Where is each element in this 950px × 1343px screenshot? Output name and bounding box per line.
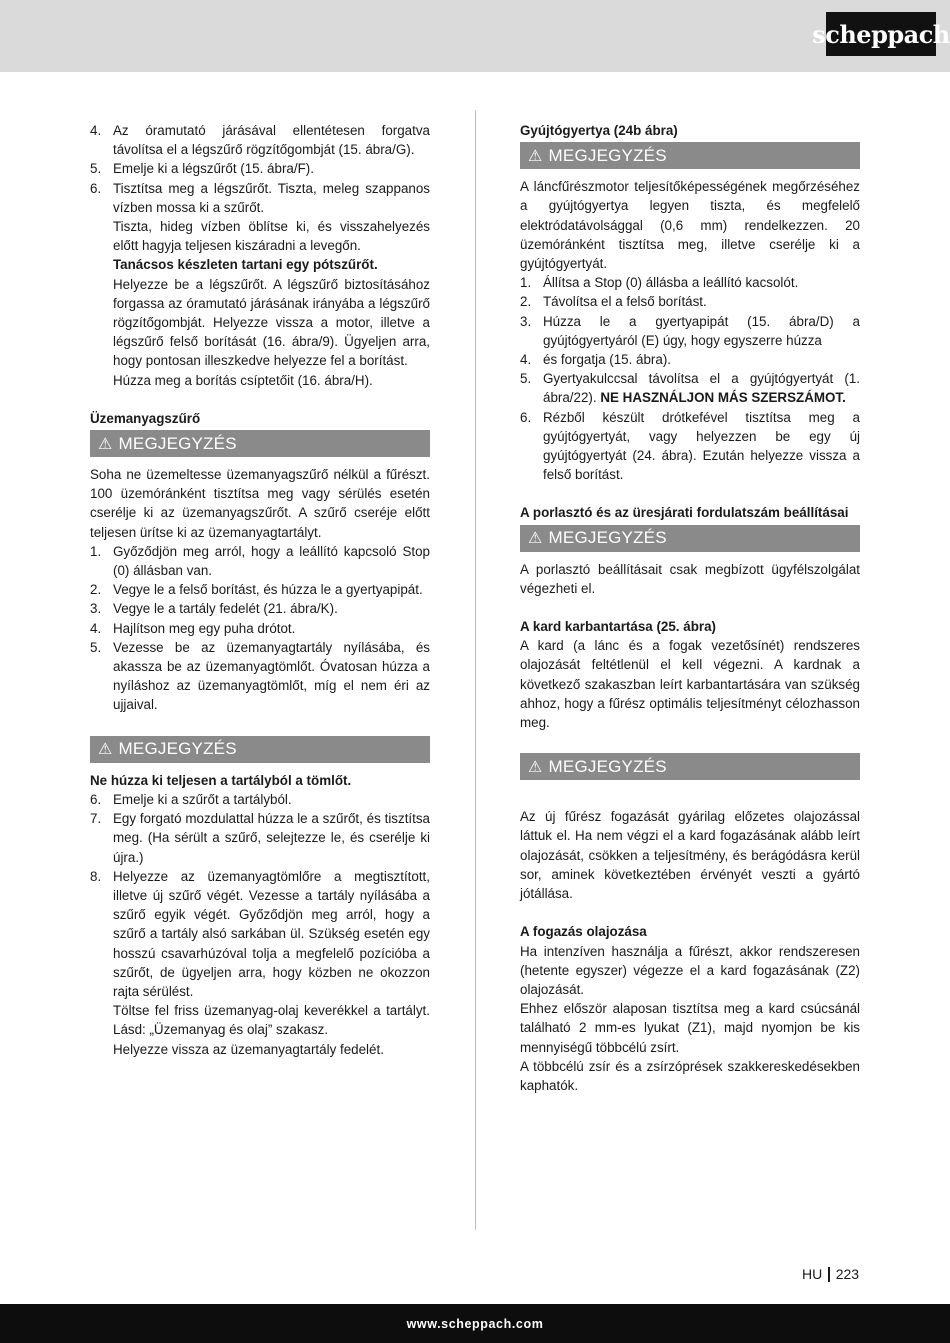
column-divider xyxy=(475,110,476,1230)
fuel-filter-steps-cont xyxy=(90,790,430,1001)
list-continuation-bold: Tanácsos készleten tartani egy pótszűrőt. xyxy=(113,257,378,273)
list-item: 6. Tisztítsa meg a légszűrőt. Tiszta, meleg szappanos vízben mossa ki a szűrőt. xyxy=(90,180,430,215)
paragraph: A többcélú zsír és a zsírzóprések szakkereskedésekben kaphatók. xyxy=(520,1058,860,1093)
website-url: www.scheppach.com xyxy=(406,1316,544,1331)
list-item: 4. Az óramutató járásával ellentétesen forgatva távolítsa el a légszűrő rögzítőgombját (15. ábra/G). xyxy=(90,123,430,158)
list-item: 1. Állítsa a Stop (0) állásba a leállító kacsolót. xyxy=(520,275,799,291)
list-continuation: Húzza meg a borítás csíptetőit (16. ábra/H). xyxy=(113,372,373,388)
list-item: 5. Emelje ki a légszűrőt (15. ábra/F). xyxy=(90,161,314,177)
paragraph: Ehhez először alaposan tisztítsa meg a kard csúcsánál található 2 mm-es lyukat (Z1), majd nyomjon be kis mennyiségű többcélú zsírt. xyxy=(520,1001,860,1055)
list-item: 1. Győződjön meg arról, hogy a leállító kapcsoló Stop (0) állásban van. xyxy=(90,543,430,579)
paragraph: A kard (a lánc és a fogak vezetősínét) rendszeres olajozását feltétlenül el kell végezni. A kardnak a következő szakaszban leírt karbantartására van szükség ahhoz, hogy a fűrész optimális teljesítményt célozhasson meg. xyxy=(520,638,860,731)
list-continuation: Helyezze vissza az üzemanyagtartály fedelét. xyxy=(113,1041,384,1057)
list-item: 6. Emelje ki a szűrőt a tartályból. xyxy=(90,791,292,807)
list-item: 4. és forgatja (15. ábra). xyxy=(520,352,672,368)
warning-icon: ⚠ xyxy=(98,435,113,453)
note-banner: ⚠ MEGJEGYZÉS xyxy=(520,525,860,552)
footer-bar xyxy=(0,1304,950,1343)
section-heading-carburetor: A porlasztó és az üresjárati fordulatszám beállításai xyxy=(520,505,849,521)
page-number xyxy=(802,1264,859,1284)
section-heading-teeth-oiling: A fogazás olajozása xyxy=(520,924,647,940)
spark-plug-steps xyxy=(520,273,860,484)
list-item: 5. Gyertyakulccsal távolítsa el a gyújtógyertyát (1. ábra/22). NE HASZNÁLJON MÁS SZERSZÁMOT. xyxy=(520,371,860,406)
brand-logo: scheppach xyxy=(826,12,936,56)
list-item: 7. Egy forgató mozdulattal húzza le a szűrőt, és tisztítsa meg. (Ha sérült a szűrő, selejtezze le, és cserélje ki újra.) xyxy=(90,811,430,865)
right-column xyxy=(520,121,860,1095)
paragraph: Soha ne üzemeltesse üzemanyagszűrő nélkül a fűrészt. 100 üzemóránként tisztítsa meg vagy sérülés esetén cserélje ki az üzemanyagszűrőt. A szűrő cseréje előtt teljesen ürítse ki az üzemanyagtartályt. xyxy=(90,467,430,540)
note-banner: ⚠ MEGJEGYZÉS xyxy=(90,736,430,763)
air-filter-steps xyxy=(90,121,430,217)
paragraph: A láncfűrészmotor teljesítőképességének megőrzéséhez a gyújtógyertya legyen tiszta, és megfelelő elektródatávolsággal (0,6 mm) rendelkezzen. 20 üzemóránként tisztítsa meg, illetve cserélje ki a gyújtógyertyát. xyxy=(520,179,860,272)
list-item: 2. Vegye le a felső borítást, és húzza le a gyertyapipát. xyxy=(90,582,423,598)
list-item: 5. Vezesse be az üzemanyagtartály nyílásába, és akassza be az üzemanyagtömlőt. Óvatosan húzza a nyíláshoz az üzemanyagtömlőt, míg el nem éri az ujjaival. xyxy=(90,639,430,713)
header-bar xyxy=(0,0,950,72)
list-item: 3. Vegye le a tartály fedelét (21. ábra/K). xyxy=(90,601,338,617)
language-code: HU xyxy=(802,1266,823,1282)
list-item: 4. Hajlítson meg egy puha drótot. xyxy=(90,620,296,636)
section-heading-fuel-filter: Üzemanyagszűrő xyxy=(90,410,201,426)
note-banner: ⚠ MEGJEGYZÉS xyxy=(520,753,860,780)
left-column xyxy=(90,121,430,1059)
list-item: 6. Rézből készült drótkefével tisztítsa meg a gyújtógyertyát, vagy helyezzen be egy új gyújtógyertyát (24. ábra). Ezután helyezze vissza a felső borítást. xyxy=(520,409,860,483)
list-continuation: Helyezze be a légszűrőt. A légszűrő biztosításához forgassa az óramutató járásának irányába a légszűrő rögzítőgombját. Helyezze vissza a motor, illetve a légszűrő felső borítását (16. ábra/9). Ügyeljen arra, hogy pontosan illeszkedve helyezze fel a borítást. xyxy=(113,276,430,369)
section-heading-spark-plug: Gyújtógyertya (24b ábra) xyxy=(520,123,678,138)
list-item: 3. Húzza le a gyertyapipát (15. ábra/D) a gyújtógyertyáról (E) úgy, hogy egyszerre húzza xyxy=(520,313,860,348)
list-continuation: Tiszta, hideg vízben öblítse ki, és visszahelyezés előtt hagyja teljesen kiszáradni a levegőn. xyxy=(113,219,430,254)
warning-icon: ⚠ xyxy=(528,530,543,548)
warning-bold-text: NE HASZNÁLJON MÁS SZERSZÁMOT. xyxy=(600,390,846,406)
fuel-filter-steps xyxy=(90,542,430,715)
warning-icon: ⚠ xyxy=(528,758,543,776)
paragraph: Az új fűrész fogazását gyárilag előzetes olajozással láttuk el. Ha nem végzi el a kard fogazásának alább leírt olajozását, csökken a teljesítmény, és berágódásra kerül sor, aminek következtében érvényét veszti a gyártó jótállása. xyxy=(520,809,860,902)
list-item: 2. Távolítsa el a felső borítást. xyxy=(520,294,707,310)
note-warning-text: Ne húzza ki teljesen a tartályból a tömlőt. xyxy=(90,772,352,788)
section-heading-bar-maintenance: A kard karbantartása (25. ábra) xyxy=(520,619,716,635)
note-banner: ⚠ MEGJEGYZÉS xyxy=(520,142,860,169)
list-item: 8. Helyezze az üzemanyagtömlőre a megtisztított, illetve új szűrő végét. Vezesse a tartály nyílásába a szűrő egyik végét. Győződjön meg arról, hogy a szűrő a tartály alsó sarkában ül. Szükség esetén egy hosszú csavarhúzóval tolja a megfelelő pozícióba a szűrőt, de ügyeljen arra, hogy közben ne okozzon rajta sérülést. xyxy=(90,868,430,999)
paragraph: Ha intenzíven használja a fűrészt, akkor rendszeresen (hetente egyszer) végezze el a kard fogazásának (Z2) olajozását. xyxy=(520,943,860,997)
note-banner: ⚠ MEGJEGYZÉS xyxy=(90,430,430,457)
list-continuation: Töltse fel friss üzemanyag-olaj keverékkel a tartályt. Lásd: „Üzemanyag és olaj” szakasz. xyxy=(113,1003,430,1038)
paragraph: A porlasztó beállításait csak megbízott ügyfélszolgálat végezheti el. xyxy=(520,561,860,596)
separator xyxy=(828,1267,830,1282)
page-number-value: 223 xyxy=(835,1266,860,1282)
warning-icon: ⚠ xyxy=(528,147,543,165)
warning-icon: ⚠ xyxy=(98,741,113,759)
